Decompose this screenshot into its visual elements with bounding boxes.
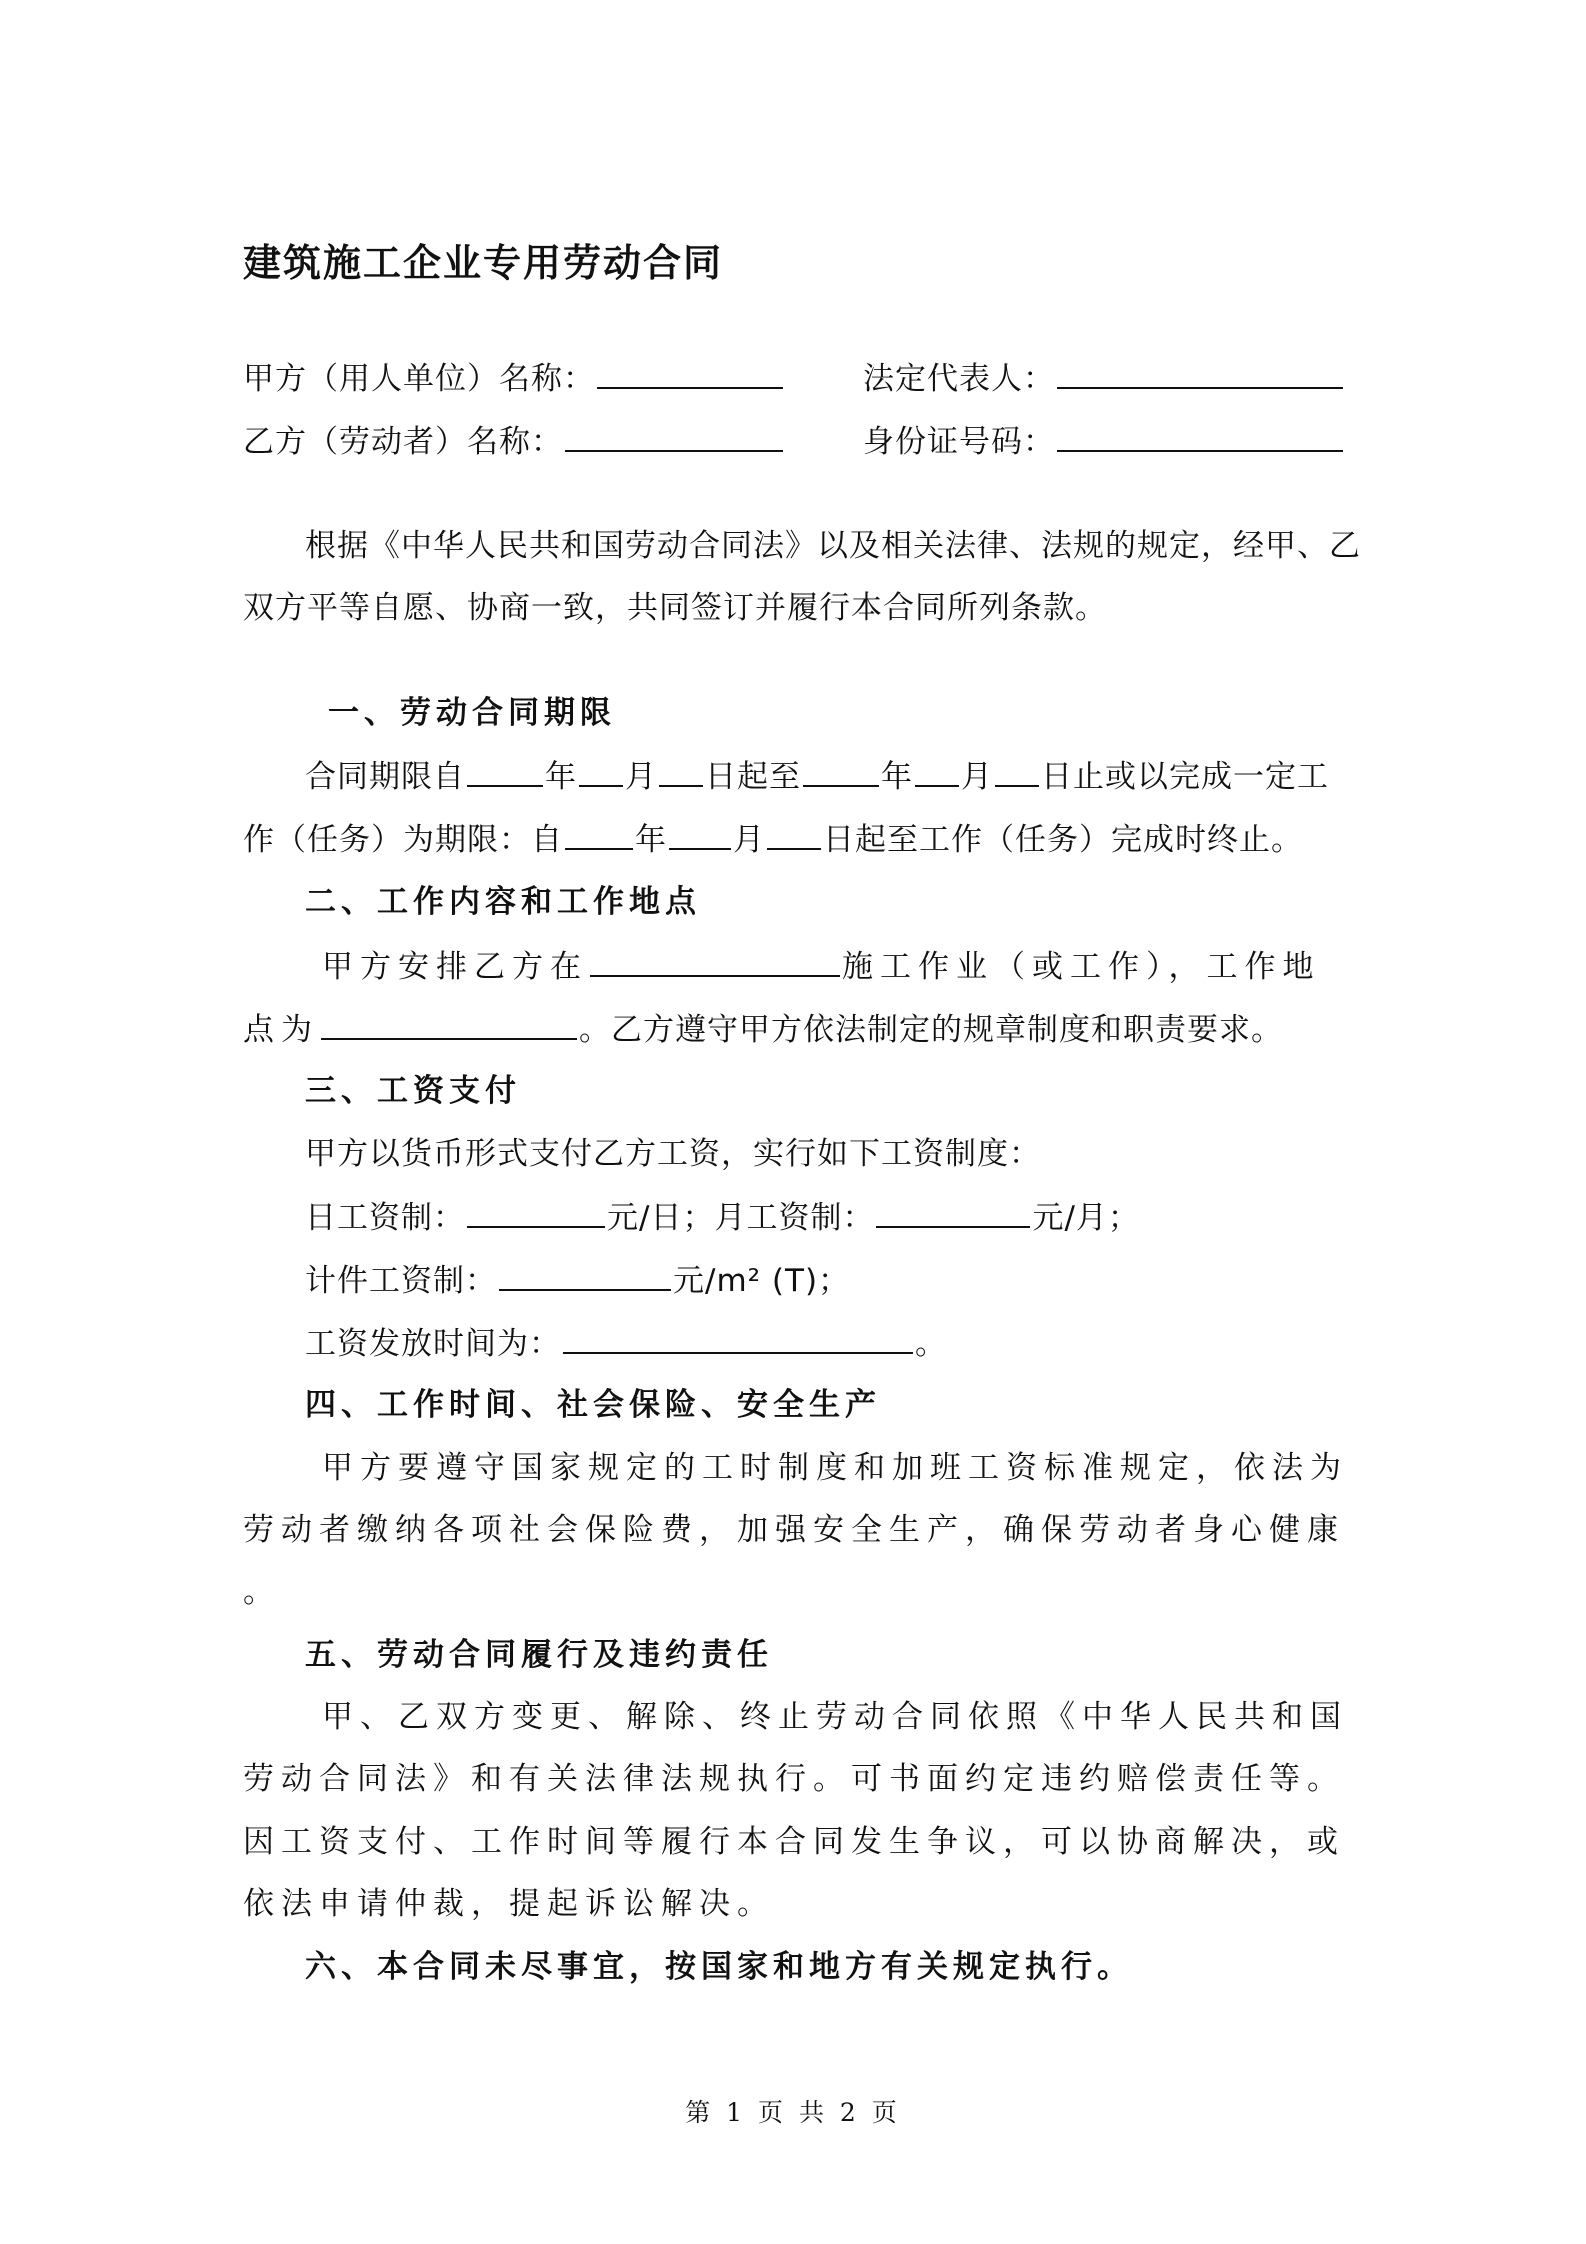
task-term-label: 作（任务）为期限：自 xyxy=(243,822,563,858)
section-2-heading: 二、工作内容和工作地点 xyxy=(305,884,701,920)
party-b-row xyxy=(243,420,1353,462)
end-month-blank[interactable] xyxy=(915,755,959,787)
section-4-line-2: 劳动者缴纳各项社会保险费，加强安全生产，确保劳动者身心健康 xyxy=(243,1512,1345,1548)
wage-system-intro: 甲方以货币形式支付乙方工资，实行如下工资制度： xyxy=(305,1136,1041,1172)
section-1-line-1 xyxy=(305,755,1415,797)
legal-rep-blank[interactable] xyxy=(1057,357,1343,389)
page-number: 第 1 页 共 2 页 xyxy=(685,2098,901,2127)
party-a-row xyxy=(243,357,1353,399)
month-label: 月 xyxy=(733,822,765,858)
monthly-unit-label: 元/月； xyxy=(1032,1200,1140,1236)
section-2-line-2 xyxy=(243,1008,1353,1050)
work-location-blank[interactable] xyxy=(321,1008,577,1040)
section-1-heading: 一、劳动合同期限 xyxy=(328,695,616,731)
piece-unit-label: 元/m² (T)； xyxy=(673,1263,851,1299)
section-5-line-4: 依法申请仲裁，提起诉讼解决。 xyxy=(243,1886,775,1922)
start-year-blank[interactable] xyxy=(467,755,543,787)
section-2-line-1 xyxy=(322,945,1432,987)
daily-wage-blank[interactable] xyxy=(467,1196,605,1228)
section-6-heading: 六、本合同未尽事宜，按国家和地方有关规定执行。 xyxy=(305,1949,1133,1985)
work-arrange-label: 甲方安排乙方在 xyxy=(322,949,588,985)
term-end-text: 日止或以完成一定工 xyxy=(1041,759,1329,795)
section-4-heading: 四、工作时间、社会保险、安全生产 xyxy=(305,1387,881,1423)
month-label: 月 xyxy=(625,759,657,795)
daily-monthly-wage-row xyxy=(305,1196,1415,1238)
start-month-blank[interactable] xyxy=(579,755,623,787)
work-location-label: 施工作业（或工作），工作地 xyxy=(842,949,1321,985)
payday-blank[interactable] xyxy=(563,1322,913,1354)
year-label: 年 xyxy=(635,822,667,858)
piece-wage-blank[interactable] xyxy=(499,1259,671,1291)
section-1-line-2 xyxy=(243,818,1353,860)
payday-row xyxy=(305,1322,1415,1364)
legal-rep-group xyxy=(863,357,1345,399)
party-a-name-blank[interactable] xyxy=(597,357,783,389)
year-label: 年 xyxy=(881,759,913,795)
section-5-line-2: 劳动合同法》和有关法律法规执行。可书面约定违约赔偿责任等。 xyxy=(243,1761,1345,1797)
year-label: 年 xyxy=(545,759,577,795)
id-group xyxy=(863,420,1345,462)
task-term-end-text: 日起至工作（任务）完成时终止。 xyxy=(823,822,1303,858)
id-label: 身份证号码： xyxy=(863,424,1055,460)
party-b-label: 乙方（劳动者）名称： xyxy=(243,424,563,460)
intro-line-1: 根据《中华人民共和国劳动合同法》以及相关法律、法规的规定，经甲、乙 xyxy=(305,528,1361,564)
id-number-blank[interactable] xyxy=(1057,420,1343,452)
work-type-blank[interactable] xyxy=(590,945,840,977)
section-3-heading: 三、工资支付 xyxy=(305,1073,521,1109)
end-day-blank[interactable] xyxy=(995,755,1039,787)
start-day-blank[interactable] xyxy=(659,755,703,787)
end-year-blank[interactable] xyxy=(803,755,879,787)
to-label: 日起至 xyxy=(705,759,801,795)
piece-wage-row xyxy=(305,1259,1415,1301)
location-label: 点为 xyxy=(243,1012,319,1048)
payday-end: 。 xyxy=(915,1326,947,1362)
document-title: 建筑施工企业专用劳动合同 xyxy=(243,241,724,285)
monthly-wage-blank[interactable] xyxy=(876,1196,1030,1228)
section-4-line-3: 。 xyxy=(243,1574,275,1610)
term-from-label: 合同期限自 xyxy=(305,759,465,795)
payday-label: 工资发放时间为： xyxy=(305,1326,561,1362)
piece-wage-label: 计件工资制： xyxy=(305,1263,497,1299)
task-day-blank[interactable] xyxy=(767,818,821,850)
rules-text: 。乙方遵守甲方依法制定的规章制度和职责要求。 xyxy=(579,1012,1283,1048)
task-year-blank[interactable] xyxy=(565,818,633,850)
section-5-line-3: 因工资支付、工作时间等履行本合同发生争议，可以协商解决，或 xyxy=(243,1824,1345,1860)
legal-rep-label: 法定代表人： xyxy=(863,361,1055,397)
section-4-line-1: 甲方要遵守国家规定的工时制度和加班工资标准规定，依法为 xyxy=(322,1450,1348,1486)
intro-line-2: 双方平等自愿、协商一致，共同签订并履行本合同所列条款。 xyxy=(243,590,1107,626)
daily-unit-label: 元/日；月工资制： xyxy=(607,1200,875,1236)
task-month-blank[interactable] xyxy=(669,818,731,850)
daily-wage-label: 日工资制： xyxy=(305,1200,465,1236)
section-5-line-1: 甲、乙双方变更、解除、终止劳动合同依照《中华人民共和国 xyxy=(322,1699,1348,1735)
party-b-name-blank[interactable] xyxy=(565,420,783,452)
party-a-label: 甲方（用人单位）名称： xyxy=(243,361,595,397)
section-5-heading: 五、劳动合同履行及违约责任 xyxy=(305,1637,773,1673)
month-label: 月 xyxy=(961,759,993,795)
